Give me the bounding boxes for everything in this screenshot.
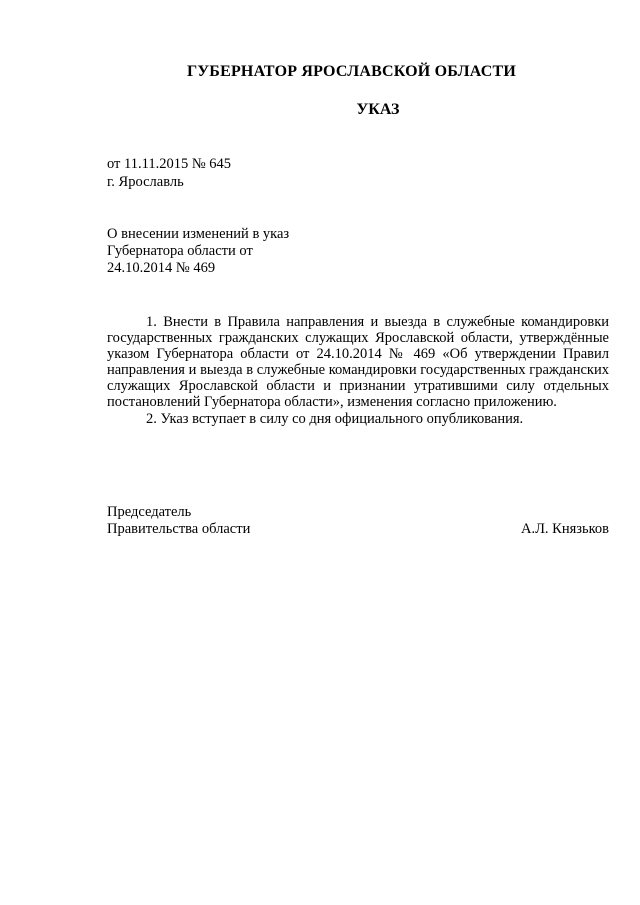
subject-line-2: Губернатора области от [107, 243, 253, 259]
body-item-2: 2. Указ вступает в силу со дня официального опубликования. [146, 410, 524, 427]
document-body [107, 314, 609, 427]
signature-position-line-2: Правительства области [107, 521, 251, 537]
signature-block [107, 504, 609, 538]
subject-line-3: 24.10.2014 № 469 [107, 260, 216, 276]
document-type: УКАЗ [356, 101, 400, 118]
document-meta [107, 156, 231, 192]
body-item-1: 1. Внести в Правила направления и выезда в служебные командировки государственных гражданских служащих Ярославской области, утверждённые указом Губернатора области от 24.10.2014 № 469 «Об утверждении Правил направления и выезда в служебные командировки государственных гражданских служащих Ярославской области и признании утратившими силу отдельных постановлений Губернатора области», изменения согласно приложению. [107, 314, 609, 411]
document-city: г. Ярославль [107, 174, 184, 190]
document-issuer-title: ГУБЕРНАТОР ЯРОСЛАВСКОЙ ОБЛАСТИ [186, 63, 517, 80]
signature-row [107, 521, 609, 538]
subject-line-1: О внесении изменений в указ [107, 226, 290, 242]
document-date-number: от 11.11.2015 № 645 [107, 156, 232, 172]
signature-position-line-1: Председатель [107, 504, 192, 520]
signatory-name: А.Л. Князьков [520, 521, 609, 537]
document-subject [107, 226, 289, 277]
